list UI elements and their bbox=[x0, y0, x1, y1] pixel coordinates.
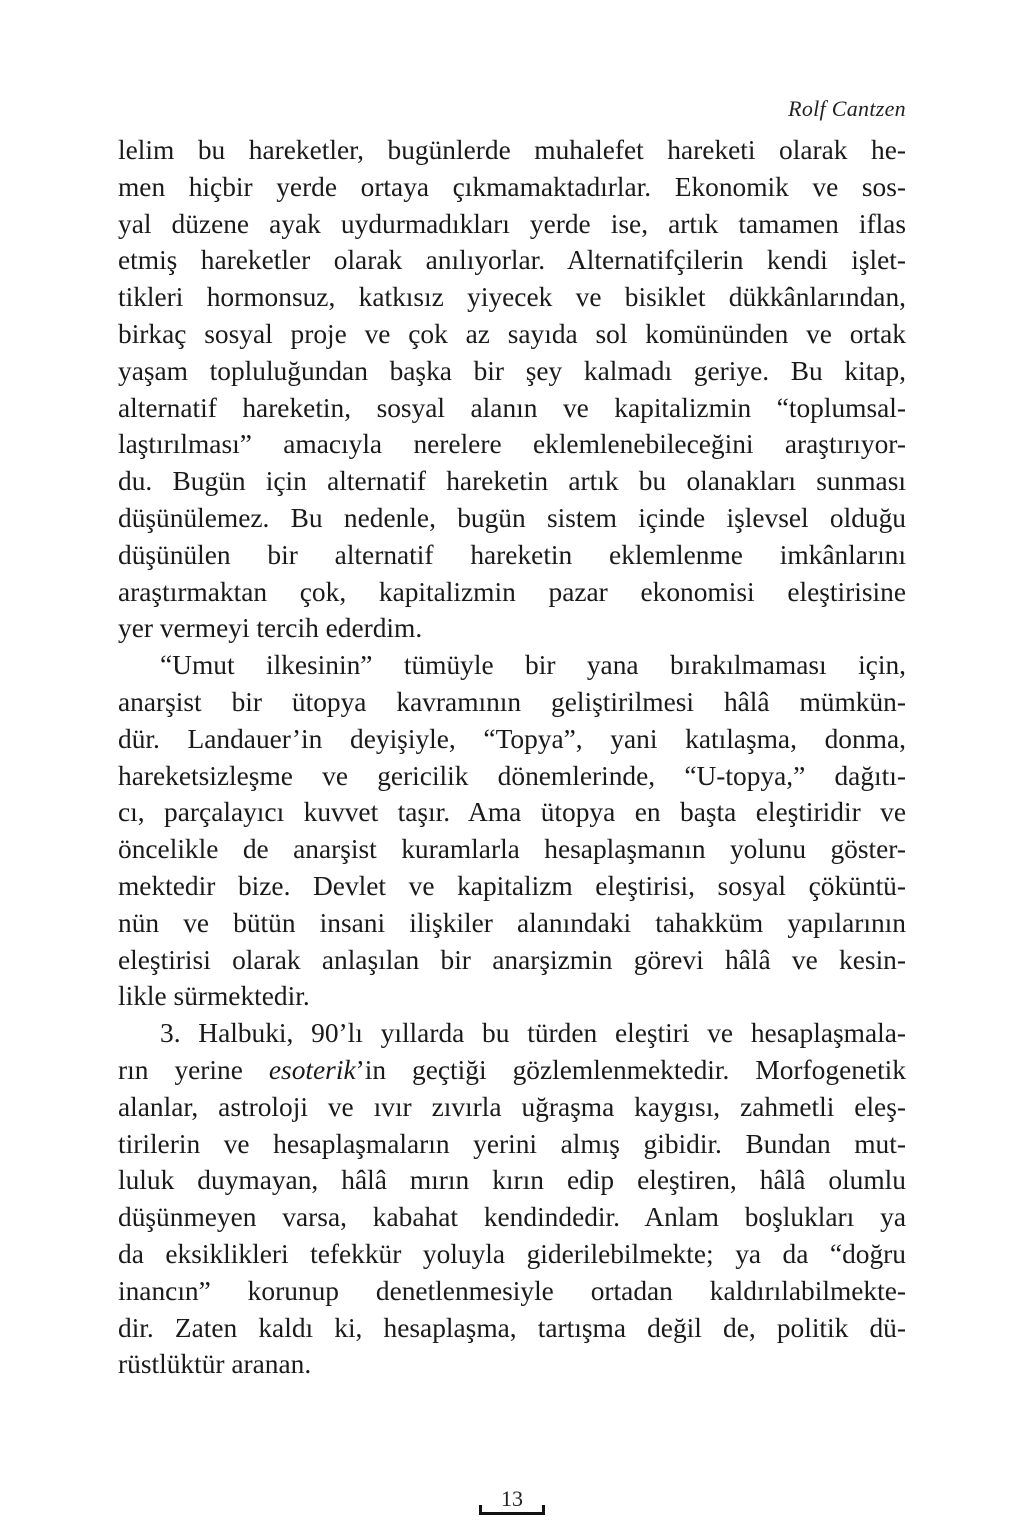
paragraph-1 bbox=[118, 132, 906, 647]
text-line: araştırmaktan çok, kapitalizmin pazar ekonomisi eleştirisine bbox=[118, 576, 906, 607]
text-line: men hiçbir yerde ortaya çıkmamaktadırlar. Ekonomik ve sos- bbox=[118, 171, 906, 202]
text-run: ’in geçtiği gözlemlenmektedir. Morfogenetik bbox=[355, 1054, 906, 1085]
text-line: düşünülemez. Bu nedenle, bugün sistem içinde işlevsel olduğu bbox=[118, 502, 906, 533]
paragraph-3 bbox=[118, 1015, 906, 1383]
page-number-rule bbox=[479, 1512, 545, 1515]
italic-term: esoterik bbox=[268, 1054, 356, 1085]
text-line: yer vermeyi tercih ederdim. bbox=[118, 613, 423, 644]
text-line-indented bbox=[118, 1015, 906, 1052]
text-line: du. Bugün için alternatif hareketin artık bu olanakları sunması bbox=[118, 466, 906, 497]
text-line: nün ve bütün insani ilişkiler alanındaki tahakküm yapılarının bbox=[118, 907, 906, 938]
text-line: mektedir bize. Devlet ve kapitalizm eleştirisi, sosyal çöküntü- bbox=[118, 870, 906, 901]
page-number: 13 bbox=[501, 1486, 523, 1511]
text-line: eleştirisi olarak anlaşılan bir anarşizmin görevi hâlâ ve kesin- bbox=[118, 944, 906, 975]
text-line-with-italic bbox=[118, 1052, 906, 1089]
text-line: etmiş hareketler olarak anılıyorlar. Alternatifçilerin kendi işlet- bbox=[118, 245, 906, 276]
text-line: hareketsizleşme ve gericilik dönemlerinde, “U-topya,” dağıtı- bbox=[118, 760, 906, 791]
text-line: düşünmeyen varsa, kabahat kendindedir. Anlam boşlukları ya bbox=[118, 1202, 906, 1233]
text-line: yal düzene ayak uydurmadıkları yerde ise, artık tamamen iflas bbox=[118, 208, 906, 239]
text-line: yaşam topluluğundan başka bir şey kalmadı geriye. Bu kitap, bbox=[118, 355, 906, 386]
text-line: dir. Zaten kaldı ki, hesaplaşma, tartışma değil de, politik dü- bbox=[118, 1312, 906, 1343]
text-line: anarşist bir ütopya kavramının geliştirilmesi hâlâ mümkün- bbox=[118, 686, 906, 717]
text-line: rüstlüktür aranan. bbox=[118, 1349, 312, 1380]
text-line: düşünülen bir alternatif hareketin eklemlenme imkânlarını bbox=[118, 539, 906, 570]
text-line: inancın” korunup denetlenmesiyle ortadan kaldırılabilmekte- bbox=[118, 1275, 906, 1306]
text-line: öncelikle de anarşist kuramlarla hesaplaşmanın yolunu göster- bbox=[118, 834, 906, 865]
text-line: da eksiklikleri tefekkür yoluyla giderilebilmekte; ya da “doğru bbox=[118, 1238, 906, 1269]
text-line-indented bbox=[118, 647, 906, 684]
page-number-rule-tick bbox=[479, 1505, 482, 1515]
text-line: tirilerin ve hesaplaşmaların yerini almış gibidir. Bundan mut- bbox=[118, 1128, 906, 1159]
text-line: cı, parçalayıcı kuvvet taşır. Ama ütopya en başta eleştiridir ve bbox=[118, 797, 906, 828]
text-line: laştırılması” amacıyla nerelere eklemlenebileceğini araştırıyor- bbox=[118, 429, 906, 460]
paragraph-2 bbox=[118, 647, 906, 1015]
body-text bbox=[118, 132, 906, 1383]
running-header: Rolf Cantzen bbox=[788, 96, 906, 121]
page-number-rule-tick bbox=[542, 1505, 545, 1515]
text-line: lelim bu hareketler, bugünlerde muhalefet hareketi olarak he- bbox=[118, 135, 906, 165]
text-line: alternatif hareketin, sosyal alanın ve kapitalizmin “toplumsal- bbox=[118, 392, 906, 423]
text-line: luluk duymayan, hâlâ mırın kırın edip eleştiren, hâlâ olumlu bbox=[118, 1165, 906, 1196]
text-line-content: 3. Halbuki, 90’lı yıllarda bu türden eleştiri ve hesaplaşmala- bbox=[160, 1018, 906, 1049]
text-run: rın yerine bbox=[118, 1054, 269, 1085]
text-line: alanlar, astroloji ve ıvır zıvırla uğraşma kaygısı, zahmetli eleş- bbox=[118, 1091, 906, 1122]
text-line: likle sürmektedir. bbox=[118, 981, 310, 1012]
text-line: dür. Landauer’in deyişiyle, “Topya”, yani katılaşma, donma, bbox=[118, 723, 906, 754]
text-line: birkaç sosyal proje ve çok az sayıda sol komününden ve ortak bbox=[118, 318, 906, 349]
text-line: tikleri hormonsuz, katkısız yiyecek ve bisiklet dükkânlarından, bbox=[118, 282, 906, 313]
text-line-content: “Umut ilkesinin” tümüyle bir yana bırakılmaması için, bbox=[160, 650, 906, 681]
